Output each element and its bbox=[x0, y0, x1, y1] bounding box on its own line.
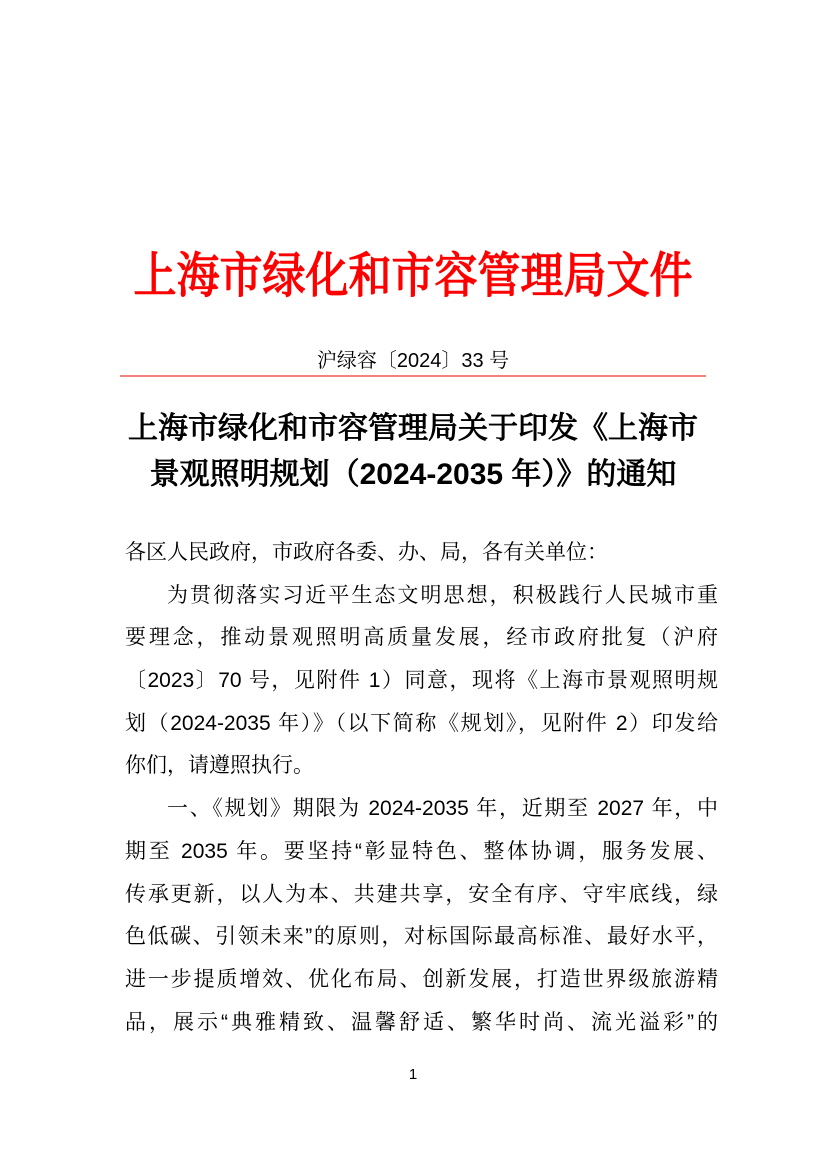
body-line: 各区人民政府，市政府各委、办、局，各有关单位： bbox=[125, 541, 608, 564]
body-line: 一、《规划》期限为 2024-2035 年，近期至 2027 年，中 bbox=[167, 797, 718, 821]
document-header-title: 上海市绿化和市容管理局文件 bbox=[133, 249, 693, 303]
body-line: 划（2024-2035 年）》（以下简称《规划》，见附件 2）印发给 bbox=[125, 711, 718, 735]
body-line: 期至 2035 年。要坚持“彰显特色、整体协调，服务发展、 bbox=[125, 839, 718, 863]
body-line: 品，展示“典雅精致、温馨舒适、繁华时尚、流光溢彩”的 bbox=[125, 1010, 718, 1034]
red-separator-rule bbox=[120, 375, 706, 377]
document-body bbox=[125, 532, 718, 1044]
body-line: 色低碳、引领未来”的原则，对标国际最高标准、最好水平， bbox=[125, 925, 718, 949]
body-line: 〔2023〕70 号，见附件 1）同意，现将《上海市景观照明规 bbox=[125, 669, 718, 693]
body-line: 为贯彻落实习近平生态文明思想，积极践行人民城市重 bbox=[167, 583, 718, 607]
page-number: 1 bbox=[408, 1066, 418, 1083]
document-number: 沪绿容〔2024〕33 号 bbox=[316, 350, 510, 372]
body-line: 要理念，推动景观照明高质量发展，经市政府批复（沪府 bbox=[125, 626, 718, 650]
body-line: 你们，请遵照执行。 bbox=[125, 754, 314, 778]
body-line: 进一步提质增效、优化布局、创新发展，打造世界级旅游精 bbox=[125, 967, 718, 991]
document-title bbox=[63, 406, 763, 498]
document-title-line-1: 上海市绿化和市容管理局关于印发《上海市 bbox=[128, 412, 698, 445]
document-title-line-2: 景观照明规划（2024-2035 年）》的通知 bbox=[149, 458, 677, 491]
body-line: 传承更新，以人为本、共建共享，安全有序、守牢底线，绿 bbox=[125, 882, 718, 906]
